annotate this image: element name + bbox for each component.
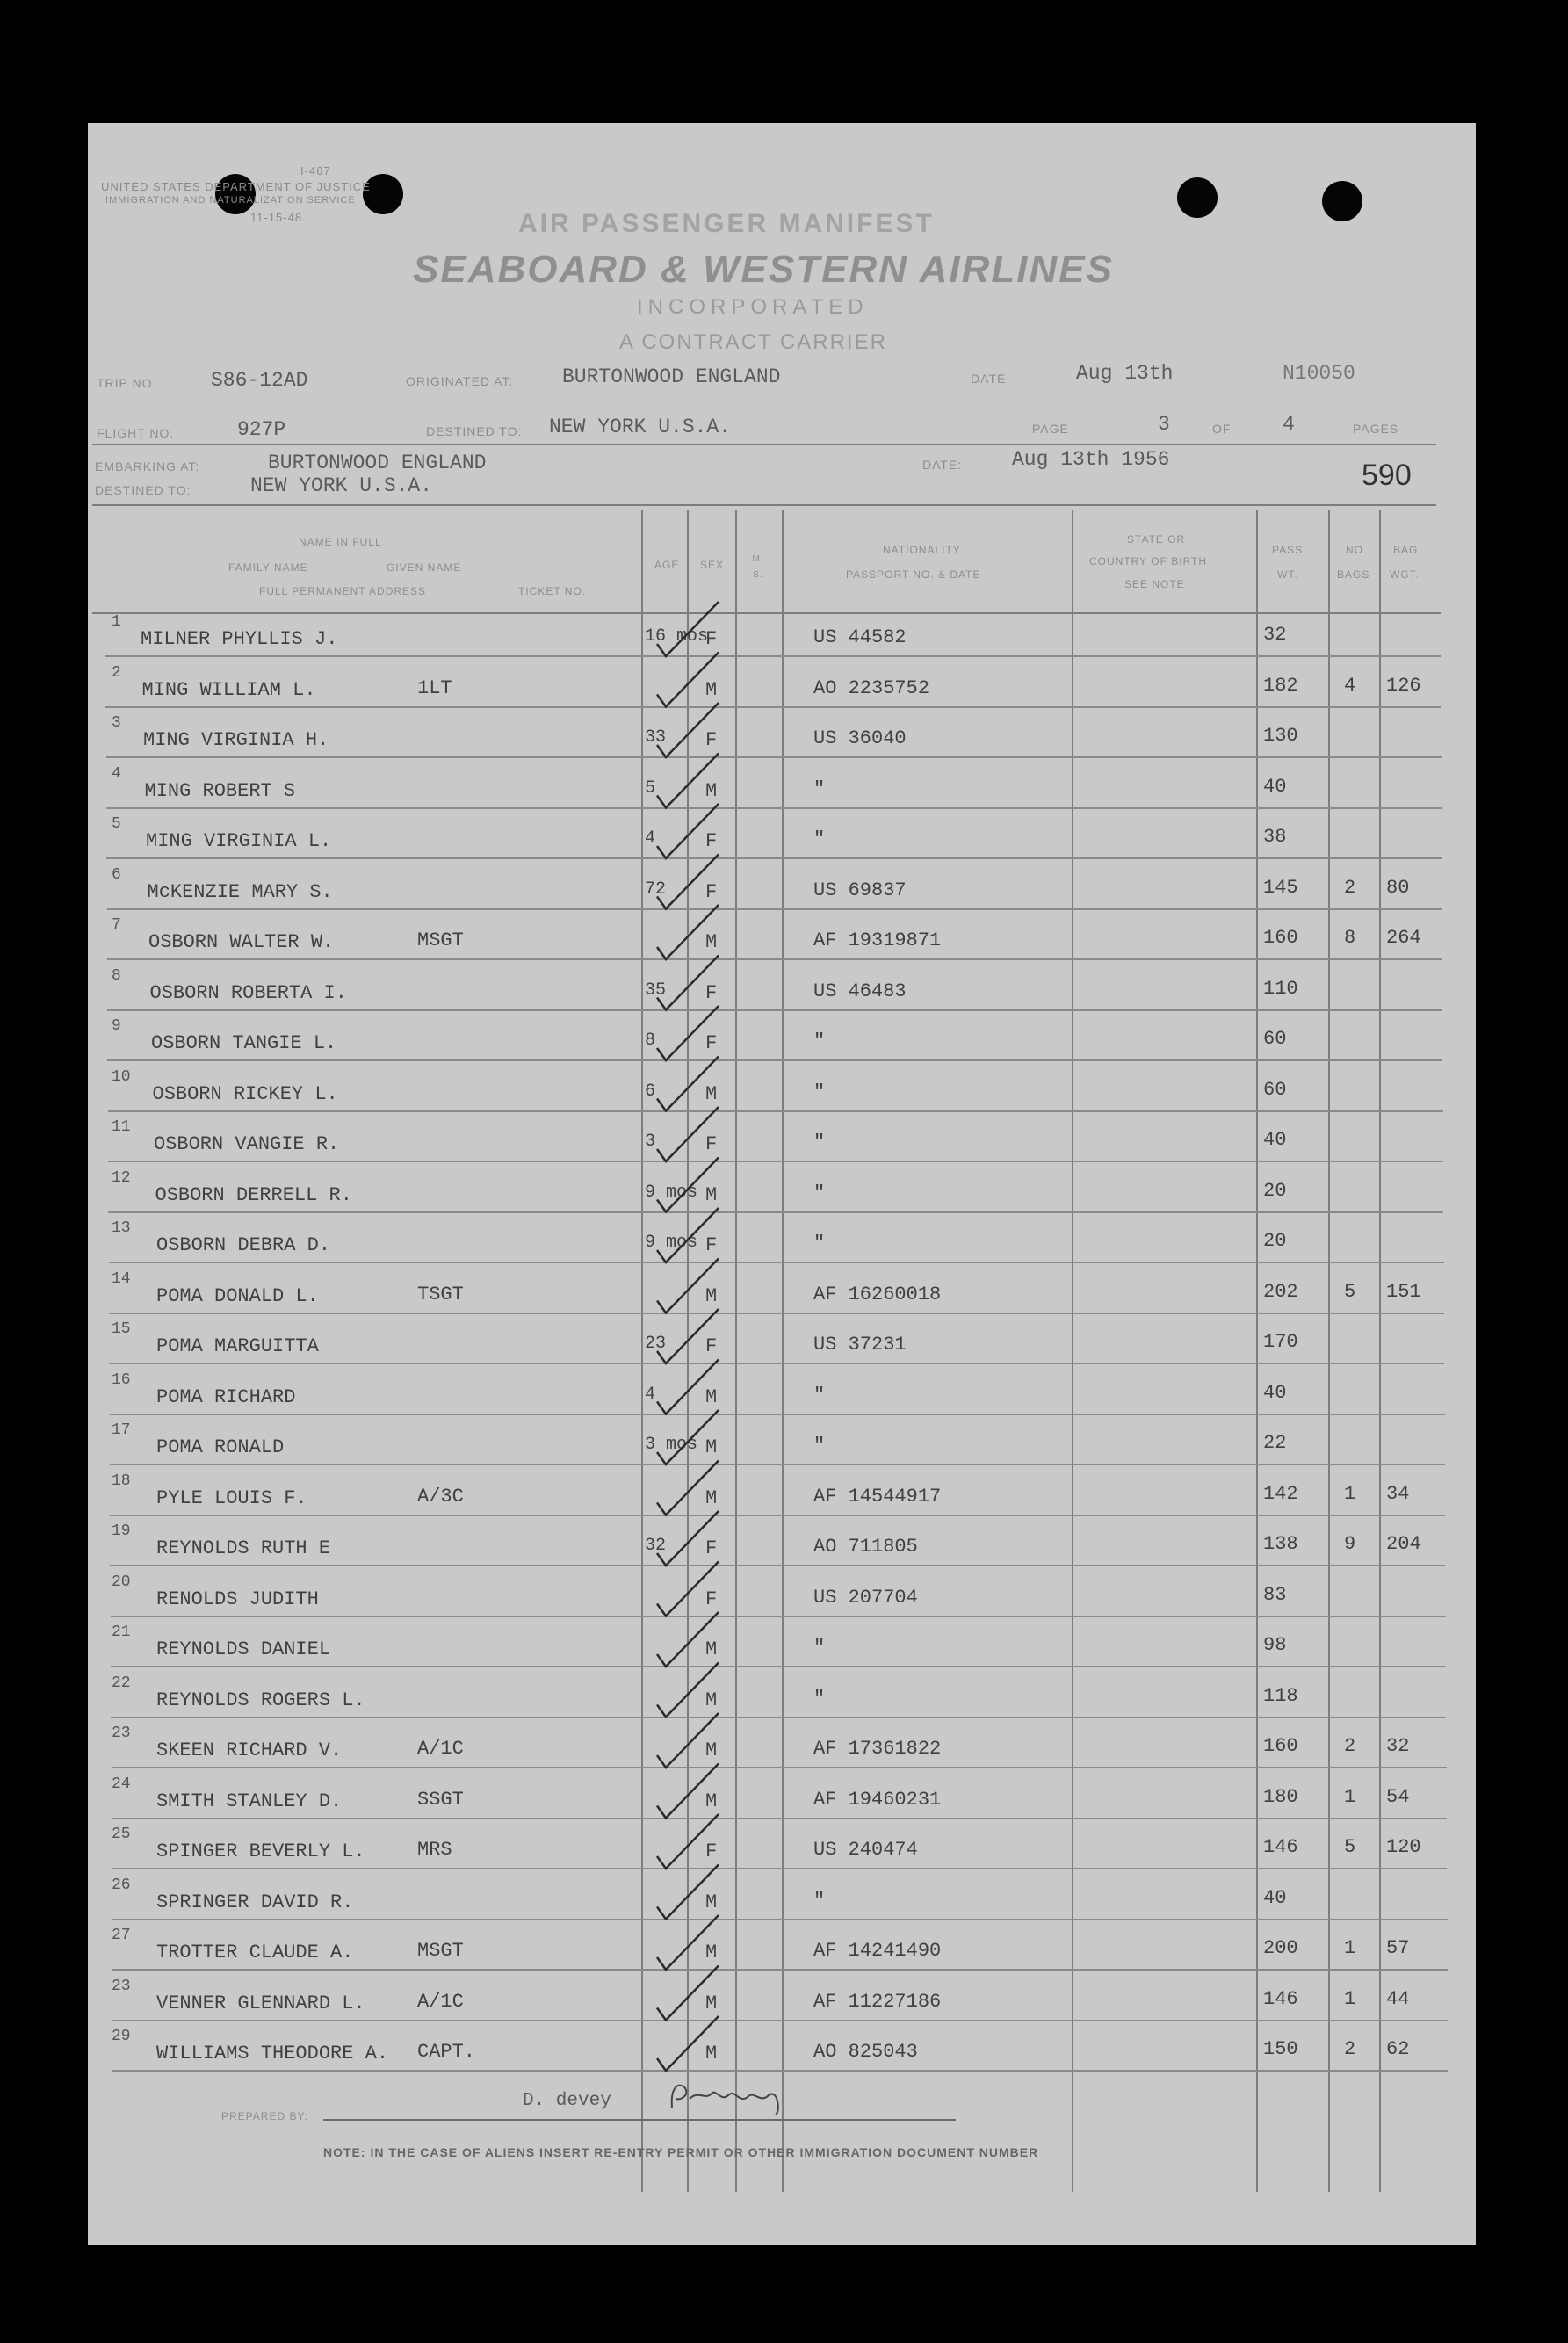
- bag-count: 2: [1344, 1735, 1356, 1757]
- passenger-passport: ": [813, 828, 826, 850]
- passenger-name: REYNOLDS ROGERS L.: [156, 1689, 365, 1711]
- embarking-value: BURTONWOOD ENGLAND: [268, 452, 487, 474]
- bag-weight: 44: [1386, 1987, 1410, 2010]
- passenger-passport: ": [813, 1435, 826, 1457]
- row-rule: [109, 1363, 1444, 1364]
- passenger-sex: F: [705, 1537, 718, 1559]
- passenger-name: OSBORN WALTER W.: [148, 931, 335, 953]
- passenger-passport: AF 19319871: [813, 929, 942, 951]
- passenger-passport: ": [813, 1637, 826, 1659]
- row-rule: [112, 1868, 1447, 1869]
- bag-weight: 32: [1386, 1735, 1410, 1757]
- passenger-title: MSGT: [417, 929, 464, 951]
- punch-hole: [1177, 177, 1218, 218]
- passenger-passport: ": [813, 1687, 826, 1710]
- row-rule: [106, 756, 1442, 758]
- passenger-weight: 98: [1263, 1634, 1287, 1656]
- passenger-weight: 110: [1263, 977, 1298, 1000]
- passenger-title: TSGT: [417, 1283, 464, 1305]
- row-number: 8: [112, 966, 121, 985]
- row-number: 25: [112, 1826, 131, 1843]
- row-rule: [107, 908, 1442, 910]
- manifest-page: [88, 123, 1476, 2245]
- bag-count: 4: [1344, 674, 1356, 697]
- row-number: 5: [112, 815, 121, 833]
- passenger-age: 3: [645, 1132, 656, 1152]
- row-rule: [105, 706, 1441, 708]
- row-number: 29: [112, 2028, 131, 2045]
- originated-label: ORIGINATED AT:: [406, 374, 514, 388]
- carrier-type: A CONTRACT CARRIER: [619, 330, 887, 354]
- passenger-weight: 38: [1263, 826, 1287, 848]
- passenger-sex: M: [705, 1739, 718, 1761]
- aliens-note: NOTE: IN THE CASE OF ALIENS INSERT RE-ENTRY PERMIT OR OTHER IMMIGRATION DOCUMENT NUMBER: [323, 2145, 1039, 2159]
- col-wt: WT.: [1277, 568, 1298, 581]
- passenger-age: 9 mos: [645, 1233, 698, 1253]
- passenger-passport: ": [813, 1081, 826, 1103]
- bag-weight: 126: [1386, 674, 1421, 697]
- passenger-name: McKENZIE MARY S.: [147, 880, 333, 903]
- passenger-name: MING VIRGINIA L.: [146, 830, 332, 852]
- passenger-weight: 142: [1263, 1482, 1298, 1505]
- destined2-value: NEW YORK U.S.A.: [250, 474, 433, 497]
- passenger-age: 35: [645, 980, 667, 1001]
- bag-count: 1: [1344, 1482, 1356, 1505]
- passenger-age: 6: [645, 1081, 656, 1102]
- bag-weight: 62: [1386, 2038, 1410, 2060]
- passenger-sex: M: [705, 1183, 718, 1206]
- page-label: PAGE: [1032, 422, 1069, 436]
- passenger-passport: AF 16260018: [813, 1283, 942, 1305]
- passenger-title: 1LT: [417, 676, 452, 699]
- bag-weight: 80: [1386, 876, 1410, 899]
- bag-weight: 120: [1386, 1836, 1421, 1858]
- date2-label: DATE:: [922, 458, 963, 472]
- passenger-passport: ": [813, 1233, 826, 1255]
- destined2-label: DESTINED TO:: [95, 483, 191, 497]
- passenger-sex: M: [705, 1082, 718, 1105]
- col-sex: SEX: [700, 559, 725, 571]
- passenger-passport: ": [813, 1132, 826, 1153]
- row-number: 19: [112, 1522, 131, 1540]
- passenger-passport: US 36040: [813, 727, 907, 749]
- passenger-name: TROTTER CLAUDE A.: [156, 1942, 354, 1963]
- manifest-title: AIR PASSENGER MANIFEST: [518, 209, 935, 238]
- passenger-sex: M: [705, 779, 718, 802]
- passenger-passport: AO 711805: [813, 1536, 918, 1558]
- row-number: 24: [112, 1775, 131, 1793]
- passenger-passport: AF 14544917: [813, 1485, 942, 1508]
- col-state: STATE OR: [1127, 533, 1186, 546]
- passenger-weight: 83: [1263, 1583, 1287, 1606]
- passenger-name: MILNER PHYLLIS J.: [141, 628, 338, 650]
- date-label: DATE: [971, 372, 1007, 386]
- passenger-age: 33: [645, 727, 667, 748]
- passenger-sex: F: [705, 1840, 718, 1862]
- bag-count: 2: [1344, 2038, 1356, 2060]
- passenger-title: CAPT.: [417, 2041, 476, 2063]
- row-rule: [111, 1717, 1446, 1718]
- passenger-title: A/3C: [417, 1485, 464, 1508]
- row-number: 11: [112, 1118, 131, 1136]
- row-number: 7: [112, 916, 121, 934]
- row-number: 23: [112, 1725, 131, 1742]
- col-name-in-full: NAME IN FULL: [299, 536, 382, 548]
- passenger-sex: M: [705, 1891, 718, 1913]
- passenger-title: A/1C: [417, 1738, 464, 1760]
- passenger-weight: 145: [1263, 876, 1298, 899]
- passenger-passport: ": [813, 1182, 826, 1204]
- passenger-age: 3 mos: [645, 1435, 698, 1455]
- pages-label: PAGES: [1353, 422, 1399, 436]
- passenger-age: 4: [645, 828, 656, 849]
- row-rule: [111, 1666, 1446, 1667]
- passenger-name: SKEEN RICHARD V.: [156, 1739, 343, 1761]
- row-number: 23: [112, 1977, 131, 1995]
- col-ticket: TICKET NO.: [518, 585, 587, 597]
- passenger-sex: M: [705, 1992, 718, 2014]
- col-passport: PASSPORT NO. & DATE: [846, 568, 981, 581]
- passenger-age: 8: [645, 1030, 656, 1051]
- of-value: 4: [1283, 413, 1295, 436]
- row-rule: [108, 1161, 1443, 1162]
- row-rule: [110, 1515, 1445, 1516]
- embarking-label: EMBARKING AT:: [95, 459, 200, 474]
- passenger-title: MSGT: [417, 1940, 464, 1962]
- row-number: 4: [112, 764, 121, 783]
- row-number: 16: [112, 1370, 131, 1389]
- row-rule: [112, 2020, 1448, 2021]
- stamp-number: 590: [1362, 459, 1412, 492]
- passenger-sex: F: [705, 1587, 718, 1610]
- passenger-sex: F: [705, 830, 718, 852]
- row-rule: [112, 1818, 1447, 1819]
- passenger-weight: 146: [1263, 1987, 1298, 2010]
- passenger-passport: US 46483: [813, 980, 907, 1002]
- bag-count: 2: [1344, 876, 1356, 899]
- passenger-name: PYLE LOUIS F.: [156, 1486, 307, 1509]
- row-rule: [112, 1969, 1448, 1971]
- passenger-age: 72: [645, 879, 667, 900]
- passenger-name: SPINGER BEVERLY L.: [156, 1840, 365, 1862]
- col-address: FULL PERMANENT ADDRESS: [259, 585, 427, 597]
- bag-weight: 54: [1386, 1785, 1410, 1808]
- row-rule: [107, 958, 1442, 960]
- agency-line-1: UNITED STATES DEPARTMENT OF JUSTICE: [101, 180, 371, 193]
- passenger-title: SSGT: [417, 1788, 464, 1811]
- passenger-weight: 60: [1263, 1078, 1287, 1101]
- passenger-weight: 32: [1263, 624, 1287, 646]
- passenger-weight: 22: [1263, 1432, 1287, 1454]
- bag-weight: 264: [1386, 927, 1421, 949]
- passenger-sex: F: [705, 880, 718, 903]
- passenger-passport: ": [813, 1384, 826, 1407]
- passenger-passport: ": [813, 777, 826, 800]
- row-rule: [112, 1919, 1448, 1920]
- passenger-sex: F: [705, 1335, 718, 1357]
- passenger-weight: 40: [1263, 1129, 1287, 1151]
- passenger-sex: M: [705, 1385, 718, 1408]
- col-country-of-birth: COUNTRY OF BIRTH: [1089, 555, 1208, 568]
- row-number: 18: [112, 1472, 131, 1490]
- passenger-sex: M: [705, 1436, 718, 1458]
- passenger-name: OSBORN VANGIE R.: [154, 1133, 340, 1155]
- aircraft-value: N10050: [1283, 362, 1355, 385]
- passenger-sex: M: [705, 1638, 718, 1660]
- passenger-weight: 182: [1263, 674, 1298, 697]
- passenger-passport: US 240474: [813, 1839, 918, 1861]
- passenger-sex: M: [705, 1942, 718, 1963]
- row-number: 20: [112, 1573, 131, 1591]
- passenger-age: 16 mos: [645, 626, 709, 647]
- passenger-name: POMA DONALD L.: [156, 1284, 319, 1307]
- trip-label: TRIP NO.: [97, 376, 157, 390]
- col-family-name: FAMILY NAME: [228, 561, 308, 574]
- passenger-name: VENNER GLENNARD L.: [156, 1992, 365, 2014]
- passenger-weight: 200: [1263, 1937, 1298, 1959]
- row-rule: [105, 655, 1441, 657]
- row-rule: [112, 1767, 1447, 1768]
- bag-weight: 34: [1386, 1482, 1410, 1505]
- destined-value: NEW YORK U.S.A.: [549, 416, 732, 438]
- passenger-age: 4: [645, 1384, 656, 1405]
- bag-weight: 57: [1386, 1937, 1410, 1959]
- company-name: SEABOARD & WESTERN AIRLINES: [413, 248, 1114, 291]
- col-bags: BAGS: [1337, 568, 1370, 581]
- agency-line-2: IMMIGRATION AND NATURALIZATION SERVICE: [105, 195, 356, 206]
- passenger-passport: US 69837: [813, 879, 907, 901]
- passenger-passport: ": [813, 1030, 826, 1052]
- passenger-sex: F: [705, 1133, 718, 1155]
- col-ms: M. S.: [752, 554, 764, 580]
- row-number: 15: [112, 1320, 131, 1338]
- row-rule: [110, 1565, 1445, 1566]
- passenger-passport: ": [813, 1889, 826, 1912]
- passenger-name: MING WILLIAM L.: [141, 678, 316, 701]
- row-number: 6: [112, 865, 121, 884]
- passenger-name: MING ROBERT S: [144, 779, 296, 802]
- page-value: 3: [1158, 413, 1170, 436]
- passenger-age: 9 mos: [645, 1182, 698, 1203]
- passenger-passport: AF 11227186: [813, 1990, 942, 2013]
- row-number: 27: [112, 1927, 131, 1944]
- row-number: 13: [112, 1219, 131, 1237]
- passenger-weight: 180: [1263, 1785, 1298, 1808]
- passenger-name: OSBORN TANGIE L.: [151, 1032, 337, 1054]
- row-number: 10: [112, 1067, 131, 1086]
- passenger-weight: 146: [1263, 1836, 1298, 1858]
- passenger-name: MING VIRGINIA H.: [143, 729, 329, 751]
- trip-number: S86-12AD: [211, 369, 308, 392]
- passenger-sex: M: [705, 931, 718, 953]
- punch-hole: [1322, 181, 1362, 221]
- passenger-sex: F: [705, 729, 718, 751]
- passenger-passport: AF 17361822: [813, 1738, 942, 1760]
- passenger-age: 5: [645, 777, 656, 799]
- row-rule: [106, 857, 1442, 859]
- form-date: 11-15-48: [250, 211, 303, 224]
- row-rule: [109, 1262, 1444, 1263]
- destined-label: DESTINED TO:: [426, 424, 523, 438]
- row-rule: [107, 1009, 1442, 1011]
- handwritten-signature: [663, 2078, 813, 2117]
- passenger-sex: M: [705, 1486, 718, 1509]
- passenger-name: WILLIAMS THEODORE A.: [156, 2043, 389, 2065]
- passenger-weight: 40: [1263, 775, 1287, 798]
- bag-weight: 151: [1386, 1280, 1421, 1303]
- row-rule: [111, 1616, 1446, 1617]
- passenger-weight: 160: [1263, 1735, 1298, 1757]
- passenger-title: A/1C: [417, 1990, 464, 2013]
- bag-count: 9: [1344, 1533, 1356, 1555]
- bag-weight: 204: [1386, 1533, 1421, 1555]
- row-rule: [109, 1313, 1444, 1314]
- passenger-sex: M: [705, 1284, 718, 1307]
- row-number: 26: [112, 1876, 131, 1894]
- bag-count: 5: [1344, 1836, 1356, 1858]
- col-given-name: GIVEN NAME: [387, 561, 462, 574]
- passenger-weight: 130: [1263, 725, 1298, 747]
- col-nationality: NATIONALITY: [883, 544, 961, 556]
- passenger-weight: 160: [1263, 927, 1298, 949]
- passenger-weight: 150: [1263, 2038, 1298, 2060]
- passenger-name: POMA RICHARD: [156, 1385, 296, 1408]
- bag-count: 5: [1344, 1280, 1356, 1303]
- passenger-name: POMA MARGUITTA: [156, 1335, 319, 1357]
- row-number: 12: [112, 1168, 131, 1187]
- passenger-name: RENOLDS JUDITH: [156, 1587, 319, 1610]
- date-value: Aug 13th: [1076, 362, 1174, 385]
- passenger-name: POMA RONALD: [156, 1436, 285, 1458]
- row-rule: [112, 2070, 1448, 2072]
- row-rule: [110, 1414, 1445, 1415]
- col-see-note: SEE NOTE: [1124, 578, 1185, 590]
- passenger-sex: F: [705, 628, 718, 650]
- passenger-name: SPRINGER DAVID R.: [156, 1891, 354, 1913]
- flight-number: 927P: [237, 418, 286, 441]
- passenger-sex: M: [705, 1790, 718, 1812]
- row-rule: [108, 1211, 1443, 1213]
- row-rule: [110, 1464, 1445, 1465]
- prepared-by-label: PREPARED BY:: [221, 2110, 309, 2122]
- passenger-weight: 20: [1263, 1230, 1287, 1252]
- passenger-weight: 138: [1263, 1533, 1298, 1555]
- row-number: 2: [112, 663, 121, 682]
- passenger-passport: US 37231: [813, 1334, 907, 1356]
- date2-value: Aug 13th 1956: [1012, 448, 1170, 471]
- passenger-name: REYNOLDS DANIEL: [156, 1638, 331, 1660]
- passenger-sex: M: [705, 2043, 718, 2065]
- passenger-sex: F: [705, 1032, 718, 1054]
- passenger-weight: 202: [1263, 1280, 1298, 1303]
- bag-count: 1: [1344, 1937, 1356, 1959]
- passenger-weight: 170: [1263, 1331, 1298, 1353]
- passenger-weight: 40: [1263, 1381, 1287, 1404]
- passenger-title: MRS: [417, 1839, 452, 1861]
- passenger-name: OSBORN ROBERTA I.: [149, 981, 347, 1004]
- incorporated-label: INCORPORATED: [637, 295, 869, 319]
- passenger-sex: F: [705, 1234, 718, 1256]
- passenger-weight: 60: [1263, 1028, 1287, 1050]
- passenger-passport: AO 2235752: [813, 676, 930, 699]
- passenger-weight: 40: [1263, 1886, 1287, 1909]
- passenger-name: OSBORN RICKEY L.: [152, 1082, 338, 1105]
- passenger-age: 32: [645, 1536, 667, 1556]
- bag-count: 1: [1344, 1987, 1356, 2010]
- originated-value: BURTONWOOD ENGLAND: [562, 365, 781, 388]
- row-number: 21: [112, 1623, 131, 1641]
- of-label: OF: [1212, 422, 1232, 436]
- col-bag: BAG: [1393, 544, 1419, 556]
- passenger-sex: M: [705, 1689, 718, 1711]
- row-rule: [107, 1059, 1442, 1061]
- col-pass: PASS.: [1272, 544, 1307, 556]
- col-wgt: WGT.: [1390, 568, 1420, 581]
- passenger-weight: 118: [1263, 1684, 1298, 1707]
- passenger-passport: US 207704: [813, 1586, 918, 1609]
- col-no: NO.: [1346, 544, 1368, 556]
- prepared-by-value: D. devey: [523, 2091, 611, 2111]
- passenger-name: SMITH STANLEY D.: [156, 1790, 343, 1812]
- passenger-sex: F: [705, 981, 718, 1004]
- col-age: AGE: [654, 559, 680, 571]
- row-number: 1: [112, 613, 121, 631]
- form-number: I-467: [300, 164, 331, 177]
- passenger-name: OSBORN DERRELL R.: [155, 1183, 352, 1206]
- passenger-weight: 20: [1263, 1179, 1287, 1202]
- row-number: 17: [112, 1421, 131, 1439]
- passenger-sex: M: [705, 678, 718, 701]
- bag-count: 1: [1344, 1785, 1356, 1808]
- passenger-passport: AF 19460231: [813, 1788, 942, 1811]
- row-number: 3: [112, 714, 121, 732]
- passenger-passport: AO 825043: [813, 2041, 918, 2063]
- passenger-passport: AF 14241490: [813, 1940, 942, 1962]
- passenger-passport: US 44582: [813, 626, 907, 648]
- passenger-name: OSBORN DEBRA D.: [156, 1234, 331, 1256]
- bag-count: 8: [1344, 927, 1356, 949]
- passenger-age: 23: [645, 1334, 667, 1354]
- row-number: 14: [112, 1269, 131, 1288]
- passenger-name: REYNOLDS RUTH E: [156, 1537, 331, 1559]
- row-number: 9: [112, 1017, 121, 1035]
- row-rule: [106, 807, 1442, 809]
- flight-label: FLIGHT NO.: [97, 426, 175, 440]
- row-rule: [108, 1110, 1443, 1112]
- row-number: 22: [112, 1674, 131, 1692]
